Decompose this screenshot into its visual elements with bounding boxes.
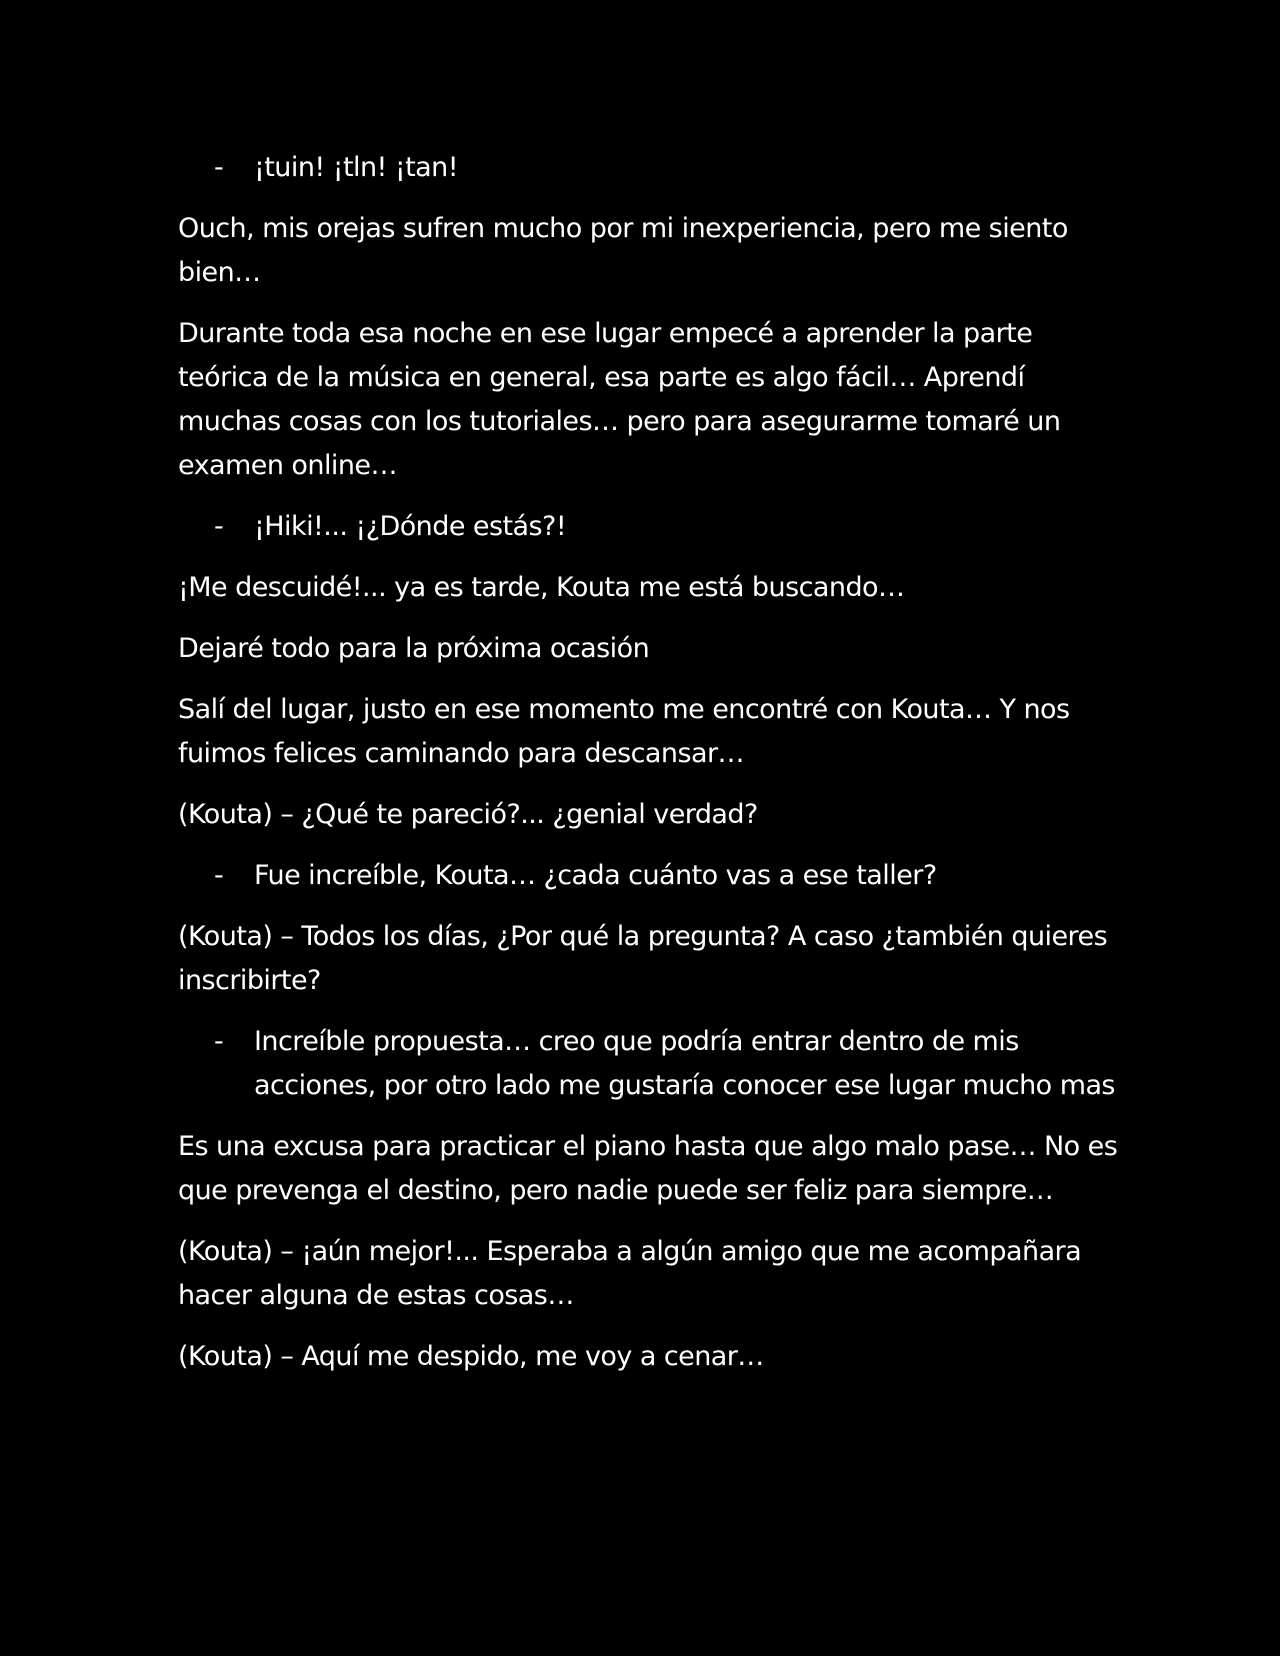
paragraph: Ouch, mis orejas sufren mucho por mi inexperiencia, pero me siento bien… <box>178 213 1068 288</box>
dialogue-line <box>178 854 1118 898</box>
dash-marker: - <box>214 152 224 183</box>
paragraph: Salí del lugar, justo en ese momento me encontré con Kouta… Y nos fuimos felices caminando para descansar… <box>178 694 1070 769</box>
paragraph: ¡Me descuidé!... ya es tarde, Kouta me está buscando… <box>178 572 905 603</box>
paragraph: Dejaré todo para la próxima ocasión <box>178 633 650 664</box>
dialogue-text: Fue increíble, Kouta… ¿cada cuánto vas a ese taller? <box>254 860 937 891</box>
paragraph: (Kouta) – Aquí me despido, me voy a cenar… <box>178 1341 764 1372</box>
dialogue-text: Increíble propuesta… creo que podría entrar dentro de mis acciones, por otro lado me gustaría conocer ese lugar mucho mas <box>254 1026 1115 1101</box>
dialogue-line <box>178 1020 1118 1108</box>
dash-marker: - <box>214 1026 224 1057</box>
dash-marker: - <box>214 860 224 891</box>
paragraph: (Kouta) – Todos los días, ¿Por qué la pregunta? A caso ¿también quieres inscribirte? <box>178 921 1108 996</box>
dialogue-line <box>178 146 1118 190</box>
document-body <box>178 146 1118 1396</box>
paragraph: Es una excusa para practicar el piano hasta que algo malo pase… No es que prevenga el destino, pero nadie puede ser feliz para siempre… <box>178 1131 1118 1206</box>
dialogue-text: ¡Hiki!... ¡¿Dónde estás?! <box>254 511 567 542</box>
paragraph: (Kouta) – ¿Qué te pareció?... ¿genial verdad? <box>178 799 758 830</box>
dialogue-text: ¡tuin! ¡tln! ¡tan! <box>254 152 458 183</box>
paragraph: Durante toda esa noche en ese lugar empecé a aprender la parte teórica de la música en general, esa parte es algo fácil… Aprendí muchas cosas con los tutoriales… pero para asegurarme tomaré un examen online… <box>178 318 1061 481</box>
dash-marker: - <box>214 511 224 542</box>
paragraph: (Kouta) – ¡aún mejor!... Esperaba a algún amigo que me acompañara hacer alguna de estas cosas… <box>178 1236 1082 1311</box>
dialogue-line <box>178 505 1118 549</box>
